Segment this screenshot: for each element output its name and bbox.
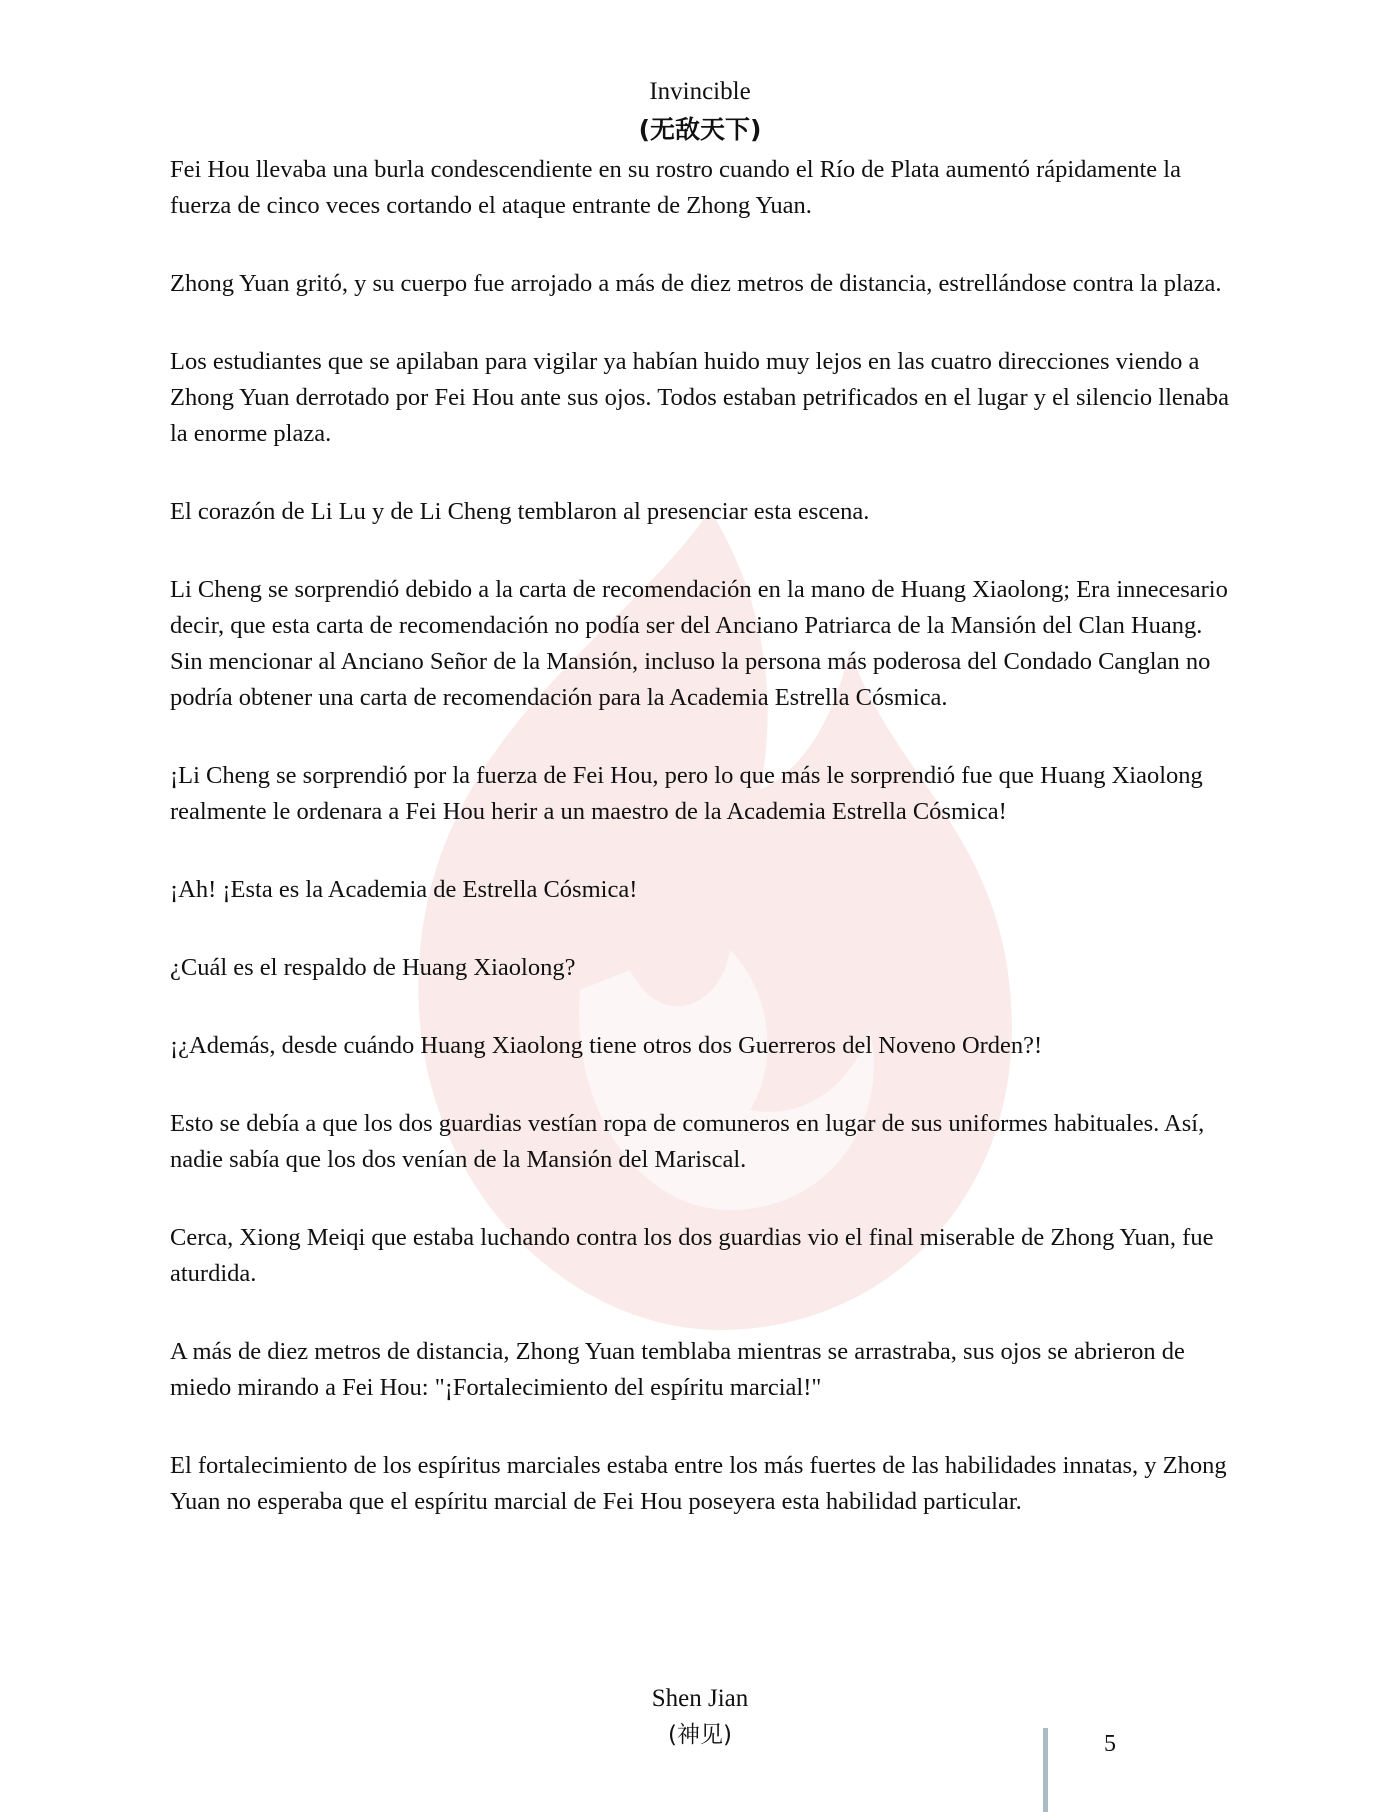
paragraph: Zhong Yuan gritó, y su cuerpo fue arrojado a más de diez metros de distancia, estrellándose contra la plaza.: [170, 270, 1222, 297]
paragraph: Cerca, Xiong Meiqi que estaba luchando contra los dos guardias vio el final miserable de Zhong Yuan, fue aturdida.: [170, 1224, 1214, 1287]
paragraph: A más de diez metros de distancia, Zhong Yuan temblaba mientras se arrastraba, sus ojos se abrieron de miedo mirando a Fei Hou: "¡Fortalecimiento del espíritu marcial!": [170, 1338, 1185, 1401]
chapter-subtitle: (无敌天下): [638, 115, 762, 144]
paragraph: ¿Cuál es el respaldo de Huang Xiaolong?: [170, 954, 576, 981]
paragraph: Esto se debía a que los dos guardias vestían ropa de comuneros en lugar de sus uniformes habituales. Así, nadie sabía que los dos venían de la Mansión del Mariscal.: [170, 1110, 1205, 1173]
paragraph: El fortalecimiento de los espíritus marciales estaba entre los más fuertes de las habilidades innatas, y Zhong Yuan no esperaba que el espíritu marcial de Fei Hou poseyera esta habilidad particular.: [170, 1452, 1227, 1515]
paragraph: Fei Hou llevaba una burla condescendiente en su rostro cuando el Río de Plata aumentó rápidamente la fuerza de cinco veces cortando el ataque entrante de Zhong Yuan.: [170, 156, 1181, 219]
paragraph: El corazón de Li Lu y de Li Cheng temblaron al presenciar esta escena.: [170, 498, 870, 525]
page-number-rule: [1043, 1728, 1048, 1812]
paragraph: ¡Li Cheng se sorprendió por la fuerza de Fei Hou, pero lo que más le sorprendió fue que Huang Xiaolong realmente le ordenara a Fei Hou herir a un maestro de la Academia Estrella Cósmica!: [170, 762, 1203, 825]
author-chinese-name: (神见): [668, 1722, 732, 1748]
page-number: 5: [1104, 1731, 1116, 1757]
paragraph: ¡¿Además, desde cuándo Huang Xiaolong tiene otros dos Guerreros del Noveno Orden?!: [170, 1032, 1043, 1059]
page-footer: [0, 1680, 1400, 1752]
author-name: Shen Jian: [651, 1685, 749, 1712]
paragraph: ¡Ah! ¡Esta es la Academia de Estrella Cósmica!: [170, 876, 638, 903]
paragraph: Li Cheng se sorprendió debido a la carta de recomendación en la mano de Huang Xiaolong; Era innecesario decir, que esta carta de recomendación no podía ser del Anciano Patriarca de la Mansión del Clan Huang. Sin mencionar al Anciano Señor de la Mansión, incluso la persona más poderosa del Condado Canglan no podría obtener una carta de recomendación para la Academia Estrella Cósmica.: [170, 576, 1228, 711]
document-body: [170, 74, 1230, 1520]
paragraph: Los estudiantes que se apilaban para vigilar ya habían huido muy lejos en las cuatro direcciones viendo a Zhong Yuan derrotado por Fei Hou ante sus ojos. Todos estaban petrificados en el lugar y el silencio llenaba la enorme plaza.: [170, 348, 1230, 447]
chapter-title: Invincible: [649, 78, 751, 105]
